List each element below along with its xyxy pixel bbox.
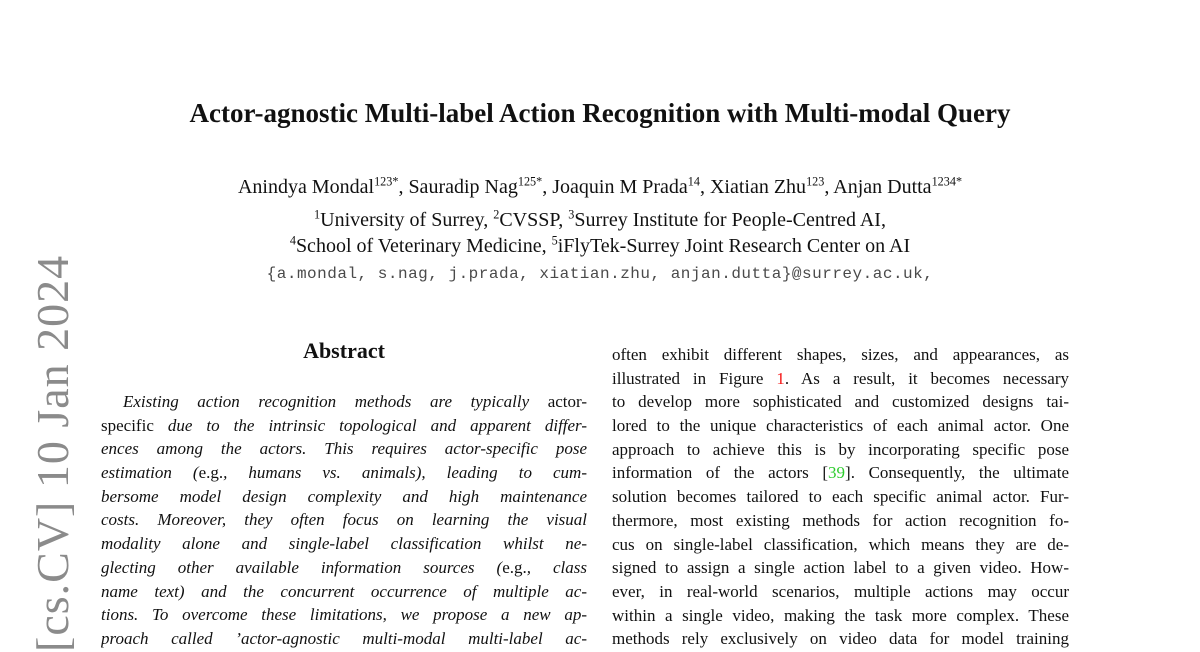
abstract-body — [101, 390, 587, 651]
text-line — [101, 603, 587, 627]
author-name: Xiatian Zhu$^{123}$ — [709, 174, 825, 198]
text-segment: illustrated in Figure — [612, 368, 777, 388]
text-line — [612, 509, 1069, 533]
text-line — [612, 461, 1069, 485]
text-segment: tions. To overcome these limitations, we propose a new ap- — [101, 605, 587, 625]
text-segment: modality alone and single-label classification whilst ne- — [101, 534, 587, 554]
affiliations — [0, 207, 1200, 259]
affiliation-line: $^4$School of Veterinary Medicine, $^5$iFlyTek-Surrey Joint Research Center on AI — [289, 233, 911, 257]
author-line: Anindya Mondal$^{123*}$, Sauradip Nag$^{125*}$, Joaquin M Prada$^{14}$, Xiatian Zhu$^{123}$, Anjan Dutta$^{1234*}$ — [237, 174, 963, 198]
text-segment: within a single video, making the task more complex. These — [612, 605, 1069, 625]
text-line — [612, 438, 1069, 462]
text-segment: e.g. — [502, 557, 527, 577]
text-segment: costs. Moreover, they often focus on learning the visual — [101, 510, 587, 530]
text-segment: specific — [101, 415, 168, 435]
figure-ref-link[interactable]: 1 — [776, 368, 785, 388]
text-line — [612, 367, 1069, 391]
author-name: Sauradip Nag$^{125*}$ — [408, 174, 543, 198]
text-line — [612, 556, 1069, 580]
text-line — [612, 390, 1069, 414]
text-segment: name text) and the concurrent occurrence of multiple ac- — [101, 581, 587, 601]
text-line — [101, 390, 587, 414]
text-segment: , class — [526, 557, 587, 577]
text-line — [101, 532, 587, 556]
text-line — [101, 461, 587, 485]
paper-title: Actor-agnostic Multi-label Action Recognition with Multi-modal Query — [189, 98, 1011, 128]
text-segment: Existing action recognition methods are typically — [123, 392, 548, 411]
text-segment: methods rely exclusively on video data for model training — [612, 629, 1069, 649]
text-segment: , humans vs. animals), leading to cum- — [223, 463, 587, 483]
text-segment: ences among the actors. This requires actor-specific pose — [101, 439, 587, 459]
citation-link[interactable]: 39 — [828, 463, 846, 483]
text-segment: due to the intrinsic topological and apparent differ- — [167, 415, 587, 435]
text-segment: . As a result, it becomes necessary — [784, 368, 1069, 388]
text-segment: lored to the unique characteristics of each animal actor. One — [612, 416, 1069, 436]
text-segment: e.g. — [198, 463, 224, 483]
text-segment: ]. Consequently, the ultimate — [845, 463, 1069, 483]
text-line — [612, 604, 1069, 628]
text-segment: bersome model design complexity and high maintenance — [101, 486, 587, 506]
author-name: Anjan Dutta$^{1234*}$ — [833, 174, 963, 198]
text-segment: cus on single-label classification, which means they are de- — [612, 534, 1069, 554]
text-line — [101, 485, 587, 509]
text-segment: proach called ’actor-agnostic multi-modal multi-label ac- — [101, 628, 587, 648]
email-line: {a.mondal, s.nag, j.prada, xiatian.zhu, anjan.dutta}@surrey.ac.uk, — [266, 265, 934, 283]
text-segment: signed to assign a single action label to a given video. How- — [612, 558, 1069, 578]
text-segment: thermore, most existing methods for action recognition fo- — [612, 510, 1069, 530]
arxiv-watermark: [cs.CV] 10 Jan 2024 — [27, 254, 78, 652]
affiliation-line: $^1$University of Surrey, $^2$CVSSP, $^3$Surrey Institute for People-Centred AI, — [314, 207, 886, 231]
author-name: Joaquin M Prada$^{14}$ — [552, 174, 700, 198]
text-line — [612, 627, 1069, 651]
abstract-heading: Abstract — [303, 338, 385, 363]
text-segment: information of the actors [ — [612, 463, 829, 483]
text-line — [612, 485, 1069, 509]
text-line — [612, 533, 1069, 557]
intro-column — [612, 343, 1069, 651]
text-segment: solution becomes tailored to each specific animal actor. Fur- — [612, 487, 1069, 507]
text-segment: glecting other available information sources ( — [101, 557, 503, 577]
text-segment: ever, in real-world scenarios, multiple actions may occur — [612, 581, 1069, 601]
author-name: Anindya Mondal$^{123*}$ — [237, 174, 399, 198]
text-line — [101, 414, 587, 438]
text-line — [101, 508, 587, 532]
text-line — [101, 556, 587, 580]
text-segment: approach to achieve this is by incorporating specific pose — [612, 439, 1069, 459]
text-line — [101, 627, 587, 651]
text-line — [612, 343, 1069, 367]
text-segment: to develop more sophisticated and customized designs tai- — [612, 392, 1069, 412]
text-line — [612, 414, 1069, 438]
text-line — [101, 580, 587, 604]
text-line — [612, 580, 1069, 604]
text-segment: actor- — [547, 392, 587, 411]
text-line — [101, 437, 587, 461]
text-segment: often exhibit different shapes, sizes, and appearances, as — [612, 345, 1069, 364]
text-segment: estimation ( — [101, 463, 199, 483]
